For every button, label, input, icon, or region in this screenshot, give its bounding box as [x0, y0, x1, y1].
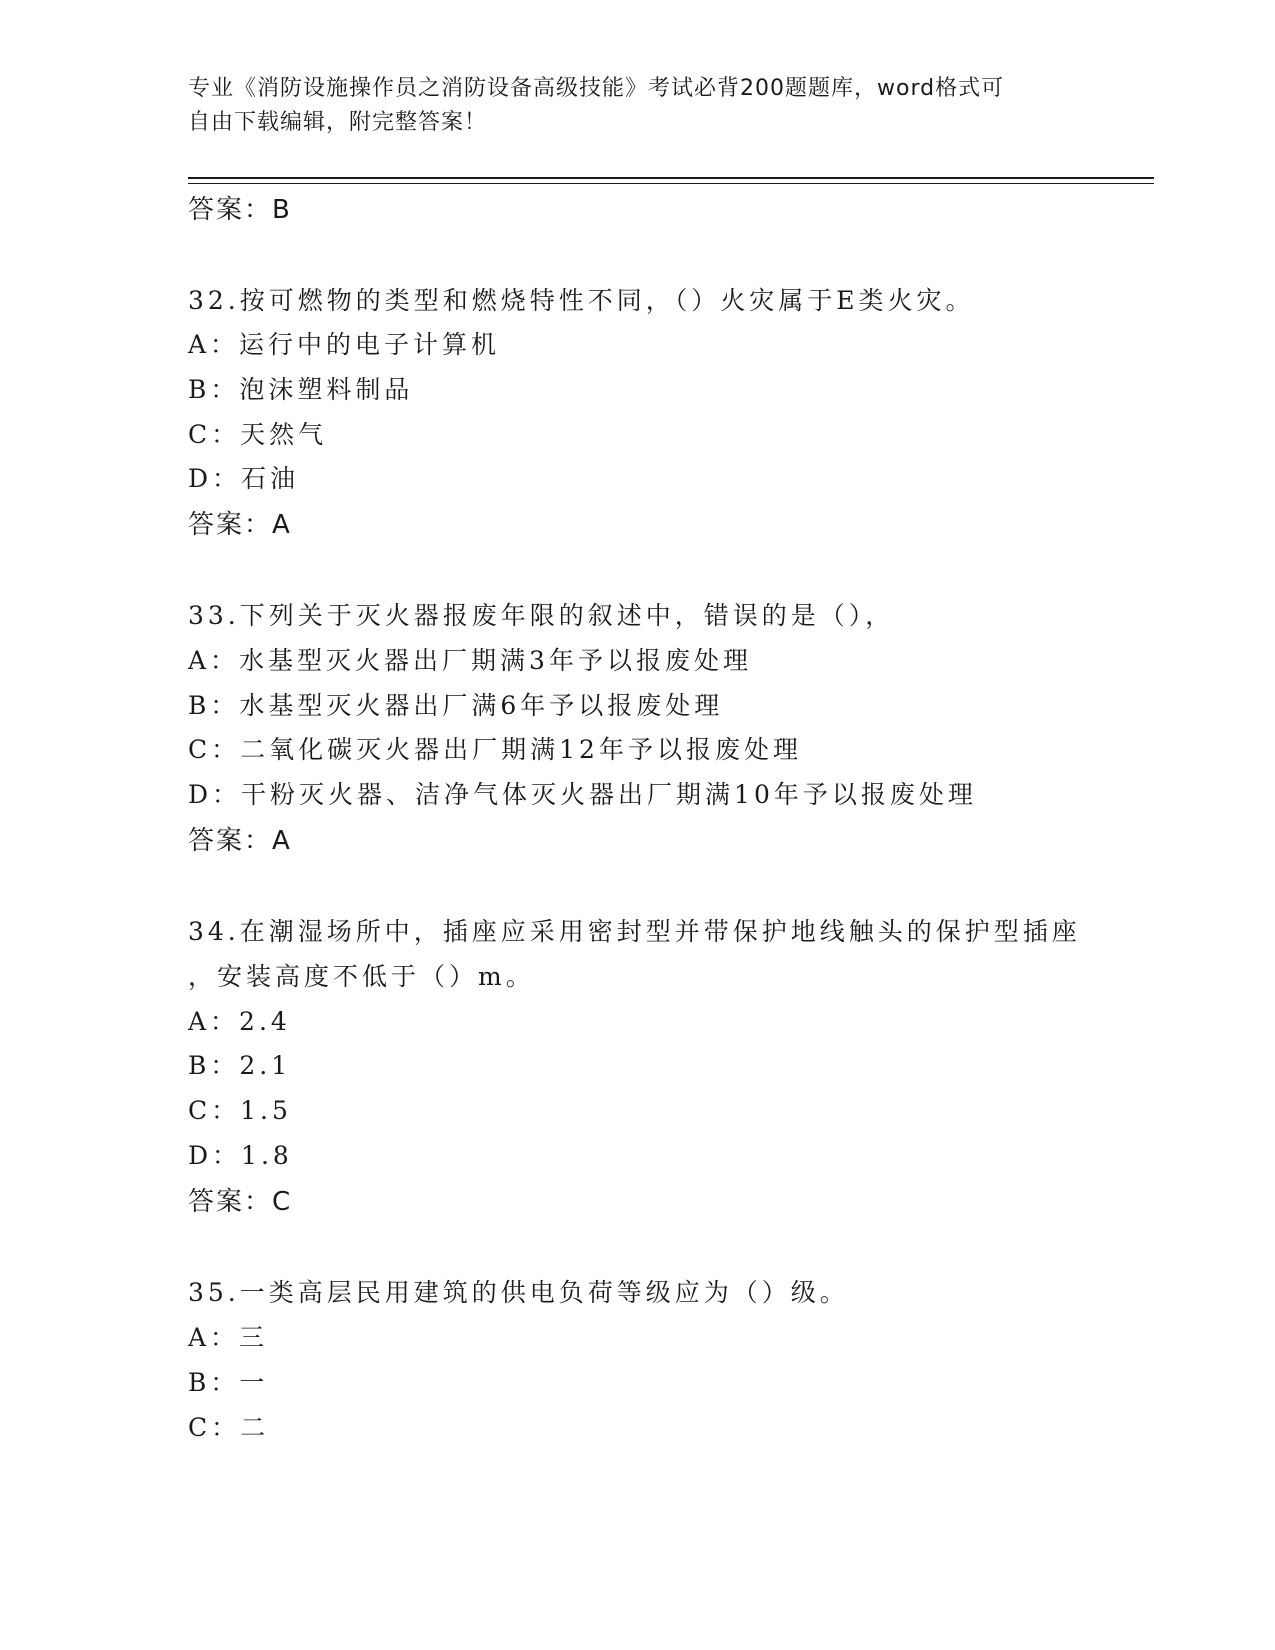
question-34-option-b: B：2.1 [188, 1051, 292, 1080]
answer-32: 答案：A [188, 510, 292, 540]
question-32-option-a: A：运行中的电子计算机 [188, 330, 501, 359]
header-line-1: 专业《消防设施操作员之消防设备高级技能》考试必背200题题库，word格式可 [188, 76, 1005, 101]
question-35-stem: 35.一类高层民用建筑的供电负荷等级应为（）级。 [188, 1278, 849, 1307]
question-34-option-a: A：2.4 [188, 1007, 291, 1036]
question-34-stem-line-2: ，安装高度不低于（）m。 [188, 962, 535, 991]
question-35-option-a: A：三 [188, 1323, 269, 1352]
answer-31: 答案：B [188, 195, 292, 225]
question-33-stem: 33.下列关于灭火器报废年限的叙述中，错误的是（）， [188, 601, 895, 630]
header-divider [188, 177, 1154, 179]
question-33-option-c: C：二氧化碳灭火器出厂期满12年予以报废处理 [188, 735, 802, 764]
question-33-option-d: D：干粉灭火器、洁净气体灭火器出厂期满10年予以报废处理 [188, 780, 977, 809]
question-35-option-b: B：一 [188, 1368, 269, 1397]
question-32-option-d: D：石油 [188, 464, 300, 493]
header-divider-thin [188, 183, 1154, 184]
question-32-option-b: B：泡沫塑料制品 [188, 375, 414, 404]
question-33-option-a: A：水基型灭火器出厂期满3年予以报废处理 [188, 646, 752, 675]
question-33-option-b: B：水基型灭火器出厂满6年予以报废处理 [188, 691, 724, 720]
answer-33: 答案：A [188, 826, 292, 856]
question-34-stem-line-1: 34.在潮湿场所中，插座应采用密封型并带保护地线触头的保护型插座 [188, 917, 1081, 946]
question-32-option-c: C：天然气 [188, 420, 328, 449]
answer-34: 答案：C [188, 1187, 293, 1217]
header-line-2: 自由下载编辑，附完整答案！ [188, 110, 488, 135]
document-header [188, 72, 1088, 140]
question-32-stem: 32.按可燃物的类型和燃烧特性不同，（）火灾属于E类火灾。 [188, 286, 975, 315]
question-34-option-c: C：1.5 [188, 1096, 292, 1125]
question-34-option-d: D：1.8 [188, 1141, 293, 1170]
question-35-option-c: C：二 [188, 1413, 270, 1442]
